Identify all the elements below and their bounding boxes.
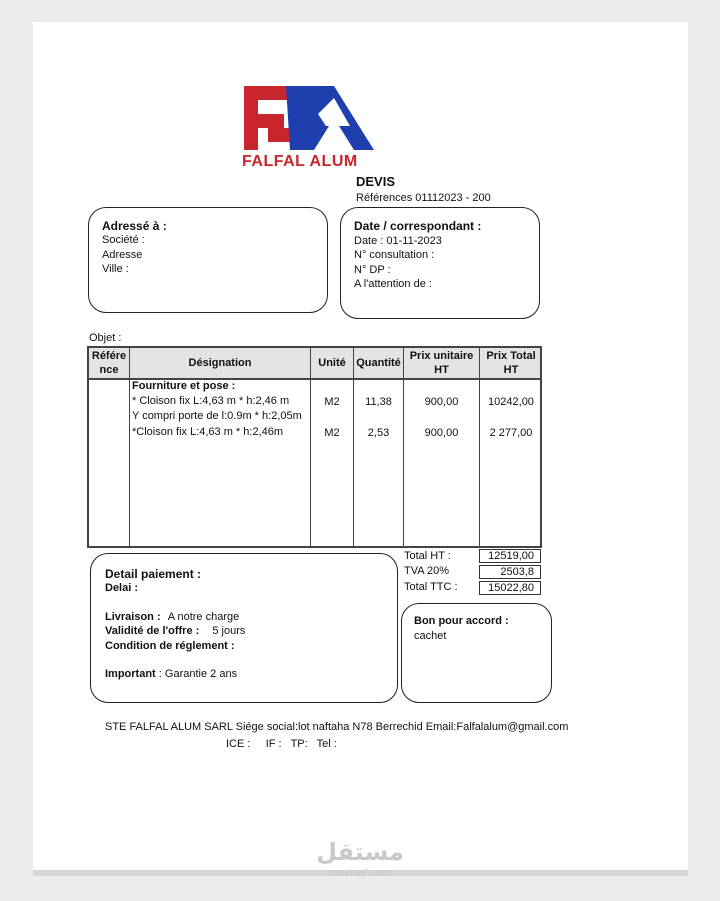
condition-label: Condition de réglement :: [105, 640, 235, 652]
quote-table: [87, 346, 542, 548]
logo-wordmark: FALFAL ALUM: [242, 153, 358, 170]
consultation-field: N° consultation :: [354, 249, 435, 261]
address-societe: Société :: [102, 234, 145, 246]
important-label: Important: [105, 668, 156, 680]
livraison-label: Livraison :: [105, 611, 161, 623]
accord-title: Bon pour accord :: [414, 615, 509, 627]
total-ht-value: 12519,00: [479, 549, 541, 563]
row-3-prix-unitaire: 900,00: [424, 427, 459, 439]
header-designation: Désignation: [188, 357, 252, 369]
validite-label: Validité de l'offre :: [105, 625, 200, 637]
date-box: [340, 207, 540, 319]
accord-box: [401, 603, 552, 703]
header-unite: Unité: [318, 357, 346, 369]
header-quantite: Quantité: [356, 357, 401, 369]
footer-company: STE FALFAL ALUM SARL Siége social:lot naftaha N78 Berrechid Email:Falfalalum@gmail.com: [105, 721, 569, 733]
row-1-prix-total: 10242,00: [488, 396, 534, 408]
objet-label: Objet :: [89, 332, 122, 344]
cachet-label: cachet: [414, 630, 447, 642]
validite-value: 5 jours: [212, 625, 246, 637]
header-reference: Référe nce: [91, 350, 127, 376]
dp-field: N° DP :: [354, 264, 391, 276]
payment-title: Detail paiement :: [105, 567, 202, 581]
row-1-unite: M2: [324, 396, 340, 408]
row-3-quantite: 2,53: [367, 427, 390, 439]
address-adresse: Adresse: [102, 249, 143, 261]
doc-reference: Références 01112023 - 200: [356, 192, 491, 204]
payment-box: [90, 553, 398, 703]
row-2-designation: Y compri porte de l:0.9m * h:2,05m: [132, 410, 302, 422]
tva-label: TVA 20%: [404, 565, 450, 577]
date-value: Date : 01-11-2023: [354, 235, 442, 247]
watermark-arabic: مستقل: [316, 838, 404, 866]
header-prix-unitaire: Prix unitaire HT: [409, 350, 474, 376]
row-3-designation: *Cloison fix L:4,63 m * h:2,46m: [132, 426, 284, 438]
attention-field: A l'attention de :: [354, 278, 432, 290]
date-title: Date / correspondant :: [354, 219, 482, 233]
important-value: : Garantie 2 ans: [158, 668, 238, 680]
watermark-url: mostaql.com: [328, 867, 392, 879]
row-3-unite: M2: [324, 427, 340, 439]
total-ht-label: Total HT :: [404, 550, 451, 562]
row-1-designation: * Cloison fix L:4,63 m * h:2,46 m: [132, 395, 290, 407]
delai-label: Delai :: [105, 582, 139, 594]
row-1-prix-unitaire: 900,00: [424, 396, 459, 408]
header-prix-total: Prix Total HT: [486, 350, 536, 376]
total-ttc-label: Total TTC :: [404, 581, 458, 593]
address-box: [88, 207, 328, 313]
section-title: Fourniture et pose :: [132, 380, 236, 392]
livraison-value: A notre charge: [167, 611, 240, 623]
footer-ids: ICE : IF : TP: Tel :: [226, 738, 337, 750]
company-logo: [242, 84, 378, 156]
row-3-prix-total: 2 277,00: [489, 427, 533, 439]
total-ttc-value: 15022,80: [479, 581, 541, 595]
address-ville: Ville :: [102, 263, 129, 275]
row-1-quantite: 11,38: [365, 396, 392, 408]
address-title: Adressé à :: [102, 219, 167, 233]
tva-value: 2503,8: [479, 565, 541, 579]
doc-title: DEVIS: [356, 174, 396, 189]
